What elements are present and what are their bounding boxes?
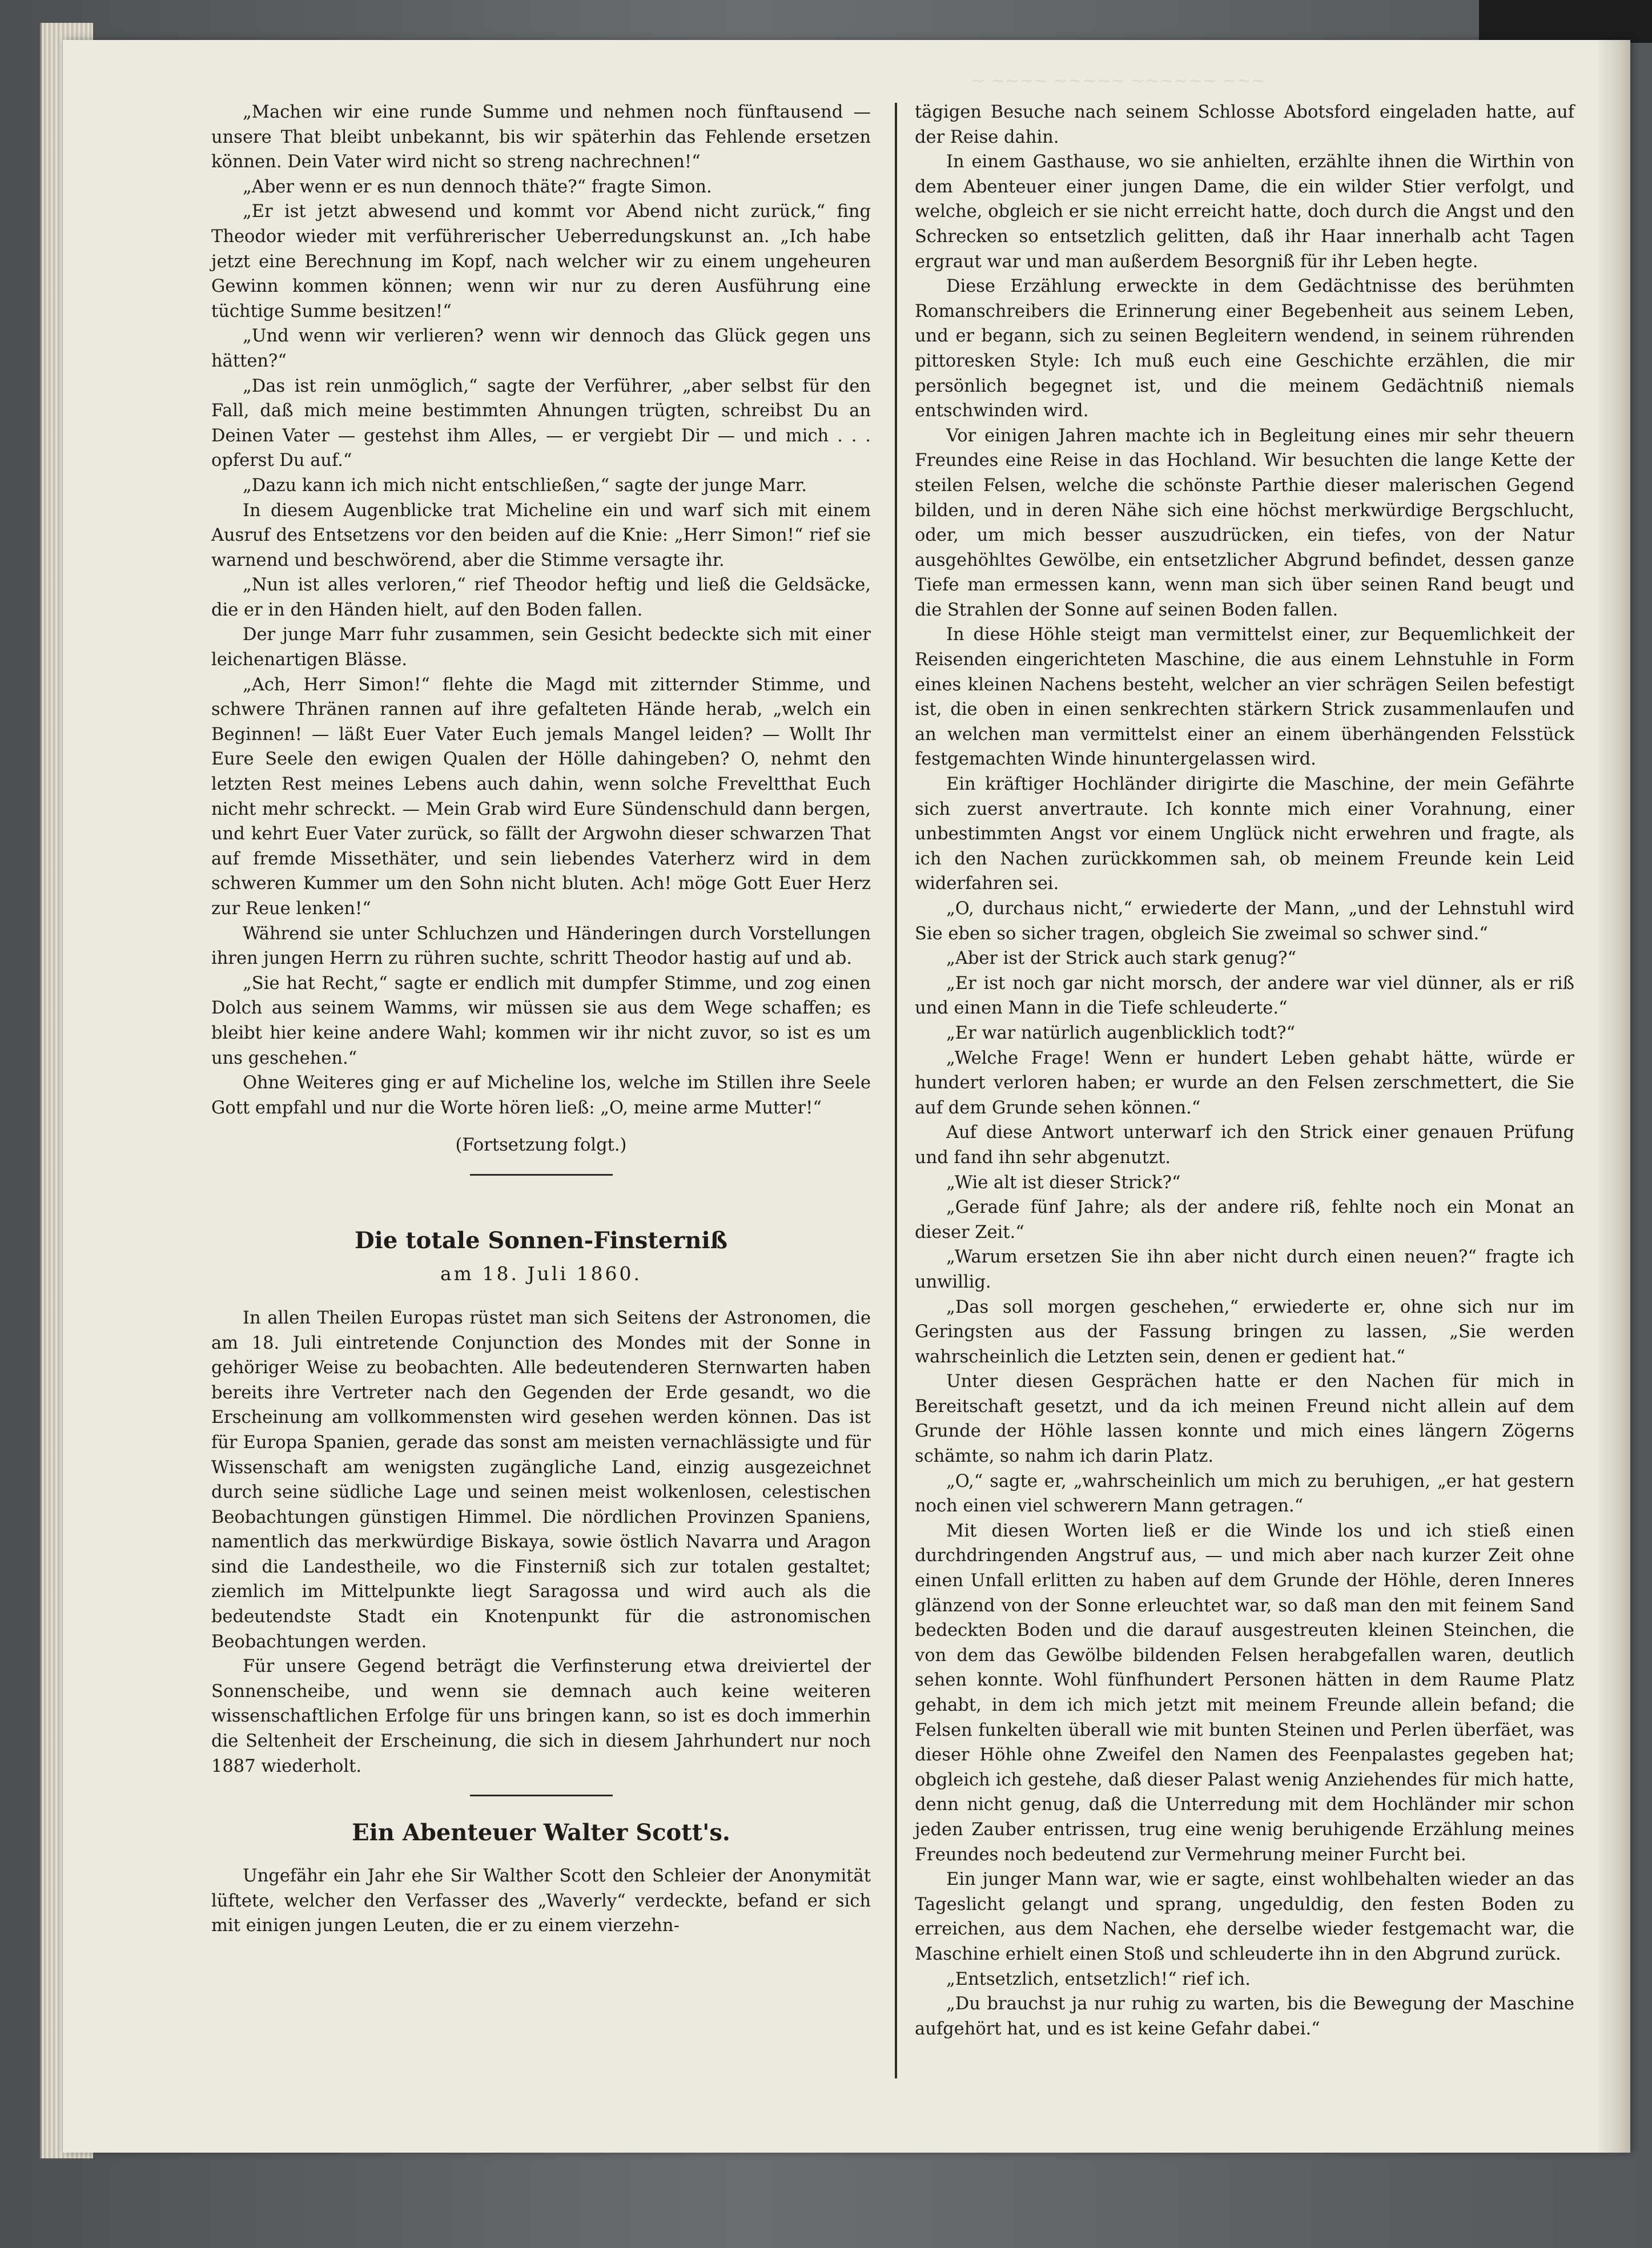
section-divider <box>470 1795 613 1796</box>
paragraph: „Entsetzlich, entsetzlich!“ rief ich. <box>946 1969 1251 1989</box>
paragraph: Unter diesen Gesprächen hatte er den Nachen für mich in Bereitschaft gesetzt, und da ich meinen Freund nicht allein auf dem Grunde der Höhle lassen konnte und mich eines längern Zögerns schämte, so nahm ich darin Platz. <box>915 1372 1574 1467</box>
paragraph: „Er war natürlich augenblicklich todt?“ <box>946 1023 1296 1043</box>
section-divider <box>470 1174 613 1176</box>
paragraph: „Gerade fünf Jahre; als der andere riß, fehlte noch ein Monat an dieser Zeit.“ <box>915 1197 1574 1242</box>
eclipse-article-title: Die totale Sonnen-Finsterniß <box>354 1226 728 1254</box>
scanner-corner <box>1479 0 1652 43</box>
show-through-text: ~ ~~~~ ~~~~~ ~~~~~~ ~~~ <box>971 71 1265 91</box>
paragraph: „Aber wenn er es nun dennoch thäte?“ fragte Simon. <box>243 176 712 197</box>
paragraph: „Und wenn wir verlieren? wenn wir dennoch das Glück gegen uns hätten?“ <box>211 326 871 371</box>
paragraph: Der junge Marr fuhr zusammen, sein Gesicht bedeckte sich mit einer leichenartigen Blässe. <box>211 625 871 670</box>
right-column <box>915 100 1574 2041</box>
paragraph: Diese Erzählung erweckte in dem Gedächtnisse des berühmten Romanschreibers die Erinnerung einer Begebenheit aus seinem Leben, und er begann, sich zu seinen Begleitern wendend, in seinem rührenden pittoresken Style: Ich muß euch eine Geschichte erzählen, die mir persönlich begegnet ist, und die meinem Gedächtniß niemals entschwinden wird. <box>915 276 1574 421</box>
page-gutter-shadow <box>1599 40 1630 2153</box>
paragraph: „Machen wir eine runde Summe und nehmen noch fünftausend — unsere That bleibt unbekannt, bis wir späterhin das Fehlende ersetzen können. Dein Vater wird nicht so streng nachrechnen!“ <box>211 102 871 172</box>
continuation-note: (Fortsetzung folgt.) <box>455 1135 627 1156</box>
scott-article-title: Ein Abenteuer Walter Scott's. <box>352 1819 730 1847</box>
paragraph: tägigen Besuche nach seinem Schlosse Abotsford eingeladen hatte, auf der Reise dahin. <box>915 102 1574 147</box>
paragraph: Ohne Weiteres ging er auf Micheline los, welche im Stillen ihre Seele Gott empfahl und nur die Worte hören ließ: „O, meine arme Mutter!“ <box>211 1073 871 1118</box>
paragraph: Auf diese Antwort unterwarf ich den Strick einer genauen Prüfung und fand ihn sehr abgenutzt. <box>915 1123 1574 1168</box>
paragraph: „Dazu kann ich mich nicht entschließen,“ sagte der junge Marr. <box>243 475 807 496</box>
paragraph: „Welche Frage! Wenn er hundert Leben gehabt hätte, würde er hundert verloren haben; er wurde an den Felsen zerschmettert, die Sie auf dem Grunde sehen können.“ <box>915 1048 1574 1118</box>
paragraph: „Ach, Herr Simon!“ flehte die Magd mit zitternder Stimme, und schwere Thränen rannen auf ihre gefalteten Hände herab, „welch ein Beginnen! — läßt Euer Vater Euch jemals Mangel leiden? — Wollt Ihr Eure Seele den ewigen Qualen der Hölle dahingeben? O, nehmt den letzten Rest meines Lebens auch dahin, wenn solche Freveltthat Euch nicht mehr schreckt. — Mein Grab wird Eure Sündenschuld dann bergen, und kehrt Euer Vater zurück, so fällt der Argwohn dieser schwarzen That auf fremde Missethäter, und sein liebendes Vaterherz wird in dem schweren Kummer um den Sohn nicht bluten. Ach! möge Gott Euer Herz zur Reue lenken!“ <box>211 674 871 919</box>
column-rule <box>895 103 897 2078</box>
paragraph: „Wie alt ist dieser Strick?“ <box>946 1172 1181 1193</box>
paragraph: Ein junger Mann war, wie er sagte, einst wohlbehalten wieder an das Tageslicht gelangt und sprang, ungeduldig, den festen Boden zu erreichen, aus dem Nachen, ehe derselbe wieder festgemacht war, die Maschine erhielt einen Stoß und schleuderte ihn in den Abgrund zurück. <box>915 1869 1574 1964</box>
paragraph: Für unsere Gegend beträgt die Verfinsterung etwa dreiviertel der Sonnenscheibe, und wenn sie demnach auch keine weiteren wissenschaftlichen Erfolge für uns bringen kann, so ist es doch immerhin die Seltenheit der Erscheinung, die sich in diesem Jahrhundert nur noch 1887 wiederholt. <box>211 1656 871 1776</box>
eclipse-article-date: am 18. Juli 1860. <box>440 1262 642 1285</box>
paragraph: „Das soll morgen geschehen,“ erwiederte er, ohne sich nur im Geringsten aus der Fassung bringen zu lassen, „Sie werden wahrscheinlich die Letzten sein, denen er gedient hat.“ <box>915 1297 1574 1367</box>
paragraph: Mit diesen Worten ließ er die Winde los und ich stieß einen durchdringenden Angstruf aus, — und mich aber nach kurzer Zeit ohne einen Unfall erlitten zu haben auf dem Grunde der Höhle, deren Inneres glänzend von der Sonne erleuchtet war, so daß man den mit feinem Sand bedeckten Boden und die darauf ausgestreuten kleinen Steinchen, die von dem das Gewölbe bildenden Felsen herabgefallen waren, deutlich sehen konnte. Wohl fünfhundert Personen hätten in dem Raume Platz gehabt, in dem ich mich jetzt mit meinem Freunde allein befand; die Felsen funkelten überall wie mit bunten Steinen und Perlen überfäet, was dieser Höhle ohne Zweifel den Namen des Feenpalastes gegeben hat; obgleich ich gestehe, daß dieser Palast wenig Anziehendes für mich hatte, denn nicht genug, daß die Unterredung mit dem Hochländer mir schon jeden Zauber entrissen, trug eine wenig beruhigende Erzählung meines Freundes noch bedeutend zur Vermehrung meiner Furcht bei. <box>915 1521 1574 1865</box>
paragraph: Ein kräftiger Hochländer dirigirte die Maschine, der mein Gefährte sich zuerst anvertraute. Ich konnte mich einer Vorahnung, einer unbestimmten Angst vor einem Unglück nicht erwehren und fragte, als ich den Nachen zurückkommen sah, ob meinem Freunde kein Leid widerfahren sei. <box>915 774 1574 894</box>
paragraph: „O,“ sagte er, „wahrscheinlich um mich zu beruhigen, „er hat gestern noch einen viel schwerern Mann getragen.“ <box>915 1471 1574 1517</box>
paragraph: In diesem Augenblicke trat Micheline ein und warf sich mit einem Ausruf des Entsetzens vor den beiden auf die Knie: „Herr Simon!“ rief sie warnend und beschwörend, aber die Stimme versagte ihr. <box>211 500 871 570</box>
paragraph: In allen Theilen Europas rüstet man sich Seitens der Astronomen, die am 18. Juli eintretende Conjunction des Mondes mit der Sonne in gehöriger Weise zu beobachten. Alle bedeutenderen Sternwarten haben bereits ihre Vertreter nach den Gegenden der Erde gesandt, wo die Erscheinung am vollkommensten wird gesehen werden können. Das ist für Europa Spanien, gerade das sonst am meisten vernachlässigte und für Wissenschaft am wenigsten zugängliche Land, einzig ausgezeichnet durch seine südliche Lage und seinen meist wolkenlosen, celestischen Beobachtungen günstigen Himmel. Die nördlichen Provinzen Spaniens, namentlich das merkwürdige Biskaya, sowie östlich Navarra und Aragon sind die Landestheile, wo die Finsterniß sich zur totalen gestaltet; ziemlich im Mittelpunkte liegt Saragossa und wird auch als die bedeutendste Stadt ein Knotenpunkt für die astronomischen Beobachtungen werden. <box>211 1308 871 1652</box>
paragraph: Vor einigen Jahren machte ich in Begleitung eines mir sehr theuern Freundes eine Reise in das Hochland. Wir besuchten die lange Kette der steilen Felsen, welche die schönste Parthie dieser malerischen Gegend bilden, und in deren Nähe sich eine höchst merkwürdige Bergschlucht, oder, um mich besser auszudrücken, ein tiefes, von der Natur ausgehöhltes Gewölbe, ein entsetzlicher Abgrund befindet, dessen ganze Tiefe man ermessen kann, wenn man sich über seinen Rand beugt und die Strahlen der Sonne auf seinen Boden fallen. <box>915 425 1574 620</box>
paragraph: „Du brauchst ja nur ruhig zu warten, bis die Bewegung der Maschine aufgehört hat, und es ist keine Gefahr dabei.“ <box>915 1994 1574 2039</box>
paragraph: In diese Höhle steigt man vermittelst einer, zur Bequemlichkeit der Reisenden eingerichteten Maschine, die aus einem Lehnstuhle in Form eines kleinen Nachens besteht, welcher an vier schrägen Seilen befestigt ist, die oben in einen senkrechten stärkern Strick zusammenlaufen und an welchen man vermittelst einer an einem überhängenden Felsstück festgemachten Winde hinuntergelassen wird. <box>915 625 1574 770</box>
paragraph: „Er ist jetzt abwesend und kommt vor Abend nicht zurück,“ fing Theodor wieder mit verführerischer Ueberredungskunst an. „Ich habe jetzt eine Berechnung im Kopf, nach welcher wir zu einem ungeheuren Gewinn kommen können; wenn wir nur zu deren Ausführung eine tüchtige Summe besitzen!“ <box>211 202 871 321</box>
paragraph: „O, durchaus nicht,“ erwiederte der Mann, „und der Lehnstuhl wird Sie eben so sicher tragen, obgleich Sie zweimal so schwer sind.“ <box>915 899 1574 944</box>
paragraph: „Sie hat Recht,“ sagte er endlich mit dumpfer Stimme, und zog einen Dolch aus seinem Wamms, wir müssen sie aus dem Wege schaffen; es bleibt hier keine andere Wahl; kommen wir ihr nicht zuvor, so ist es um uns geschehen.“ <box>211 973 871 1068</box>
paragraph: „Nun ist alles verloren,“ rief Theodor heftig und ließ die Geldsäcke, die er in den Händen hielt, auf den Boden fallen. <box>211 575 871 620</box>
paragraph: „Warum ersetzen Sie ihn aber nicht durch einen neuen?“ fragte ich unwillig. <box>915 1247 1574 1292</box>
paragraph: Ungefähr ein Jahr ehe Sir Walther Scott den Schleier der Anonymität lüftete, welcher den Verfasser des „Waverly“ verdeckte, befand er sich mit einigen jungen Leuten, die er zu einem vierzehn- <box>211 1866 871 1936</box>
left-column <box>211 100 871 1939</box>
paragraph: „Aber ist der Strick auch stark genug?“ <box>946 948 1297 969</box>
paragraph: „Das ist rein unmöglich,“ sagte der Verführer, „aber selbst für den Fall, daß mich meine bestimmten Ahnungen trügten, schreibst Du an Deinen Vater — gestehst ihm Alles, — er vergiebt Dir — und mich . . . opferst Du auf.“ <box>211 376 871 471</box>
paragraph: „Er ist noch gar nicht morsch, der andere war viel dünner, als er riß und einen Mann in die Tiefe schleuderte.“ <box>915 973 1574 1019</box>
paragraph: Während sie unter Schluchzen und Händeringen durch Vorstellungen ihren jungen Herrn zu rühren suchte, schritt Theodor hastig auf und ab. <box>211 923 871 969</box>
paragraph: In einem Gasthause, wo sie anhielten, erzählte ihnen die Wirthin von dem Abenteuer einer jungen Dame, die ein wilder Stier verfolgt, und welche, obgleich er sie nicht erreicht hatte, doch durch die Angst und den Schrecken so entsetzlich gelitten, daß ihr Haar innerhalb acht Tagen ergraut war und man außerdem Besorgniß für ihr Leben hegte. <box>915 152 1574 272</box>
